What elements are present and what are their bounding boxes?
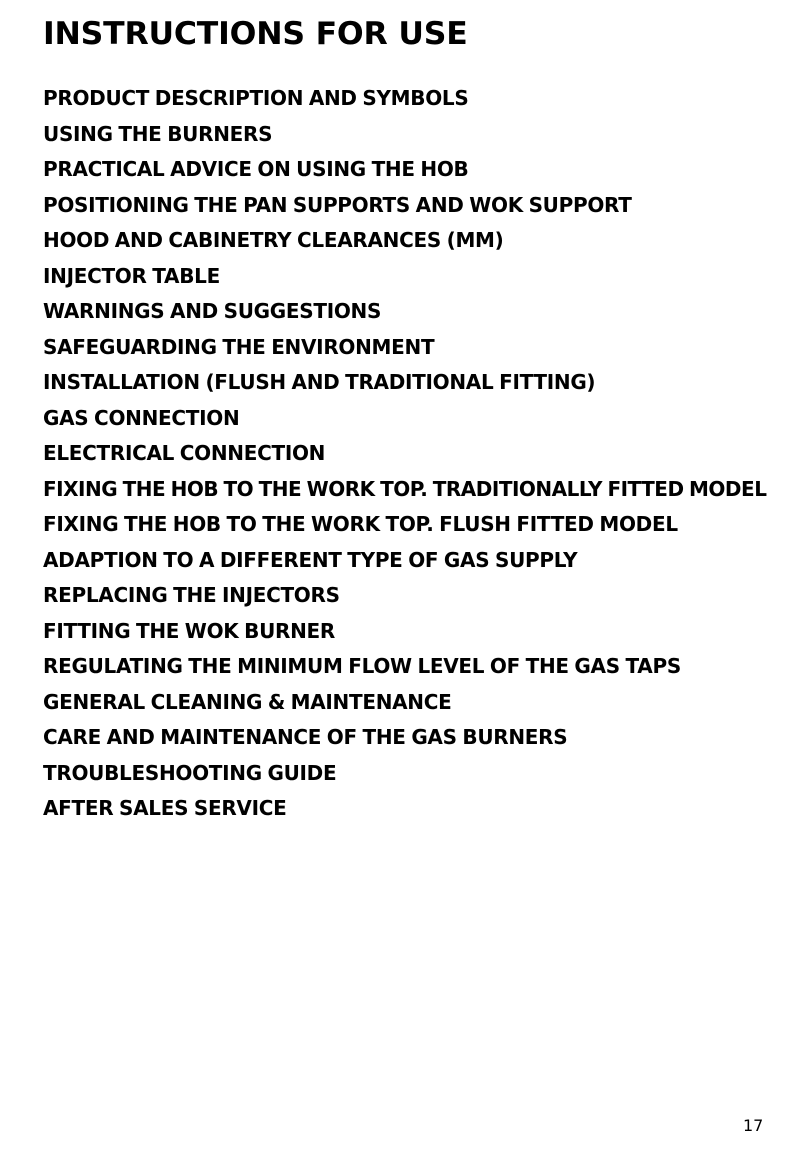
- toc-item-gas-adaption: ADAPTION TO A DIFFERENT TYPE OF GAS SUPPLY: [43, 547, 578, 572]
- toc-item-environment: SAFEGUARDING THE ENVIRONMENT: [43, 334, 435, 359]
- table-of-contents: [43, 86, 773, 832]
- toc-item-product-description: PRODUCT DESCRIPTION AND SYMBOLS: [43, 86, 469, 110]
- toc-item-injector-table: INJECTOR TABLE: [43, 263, 220, 288]
- toc-item-wok-burner: FITTING THE WOK BURNER: [43, 618, 336, 643]
- toc-item-burner-care: CARE AND MAINTENANCE OF THE GAS BURNERS: [43, 725, 568, 749]
- toc-item-cleaning: GENERAL CLEANING & MAINTENANCE: [43, 689, 452, 714]
- toc-item-regulating-flow: REGULATING THE MINIMUM FLOW LEVEL OF THE GAS TAPS: [43, 654, 681, 678]
- toc-item-using-burners: USING THE BURNERS: [43, 121, 273, 146]
- toc-item-pan-supports: POSITIONING THE PAN SUPPORTS AND WOK SUPPORT: [43, 192, 632, 217]
- toc-item-practical-advice: PRACTICAL ADVICE ON USING THE HOB: [43, 157, 469, 181]
- toc-item-installation: INSTALLATION (FLUSH AND TRADITIONAL FITTING): [43, 370, 596, 394]
- page-number: 17: [743, 1116, 764, 1135]
- toc-item-after-sales: AFTER SALES SERVICE: [43, 796, 287, 820]
- toc-item-warnings: WARNINGS AND SUGGESTIONS: [43, 299, 382, 323]
- toc-item-fixing-flush: FIXING THE HOB TO THE WORK TOP. FLUSH FITTED MODEL: [43, 512, 678, 536]
- toc-item-electrical-connection: ELECTRICAL CONNECTION: [43, 441, 326, 465]
- toc-item-fixing-traditional: FIXING THE HOB TO THE WORK TOP. TRADITIONALLY FITTED MODEL: [43, 476, 767, 501]
- toc-item-replacing-injectors: REPLACING THE INJECTORS: [43, 583, 340, 607]
- page-title: INSTRUCTIONS FOR USE: [43, 16, 468, 52]
- toc-item-gas-connection: GAS CONNECTION: [43, 405, 240, 430]
- toc-item-clearances: HOOD AND CABINETRY CLEARANCES (MM): [43, 228, 504, 252]
- toc-item-troubleshooting: TROUBLESHOOTING GUIDE: [43, 760, 337, 785]
